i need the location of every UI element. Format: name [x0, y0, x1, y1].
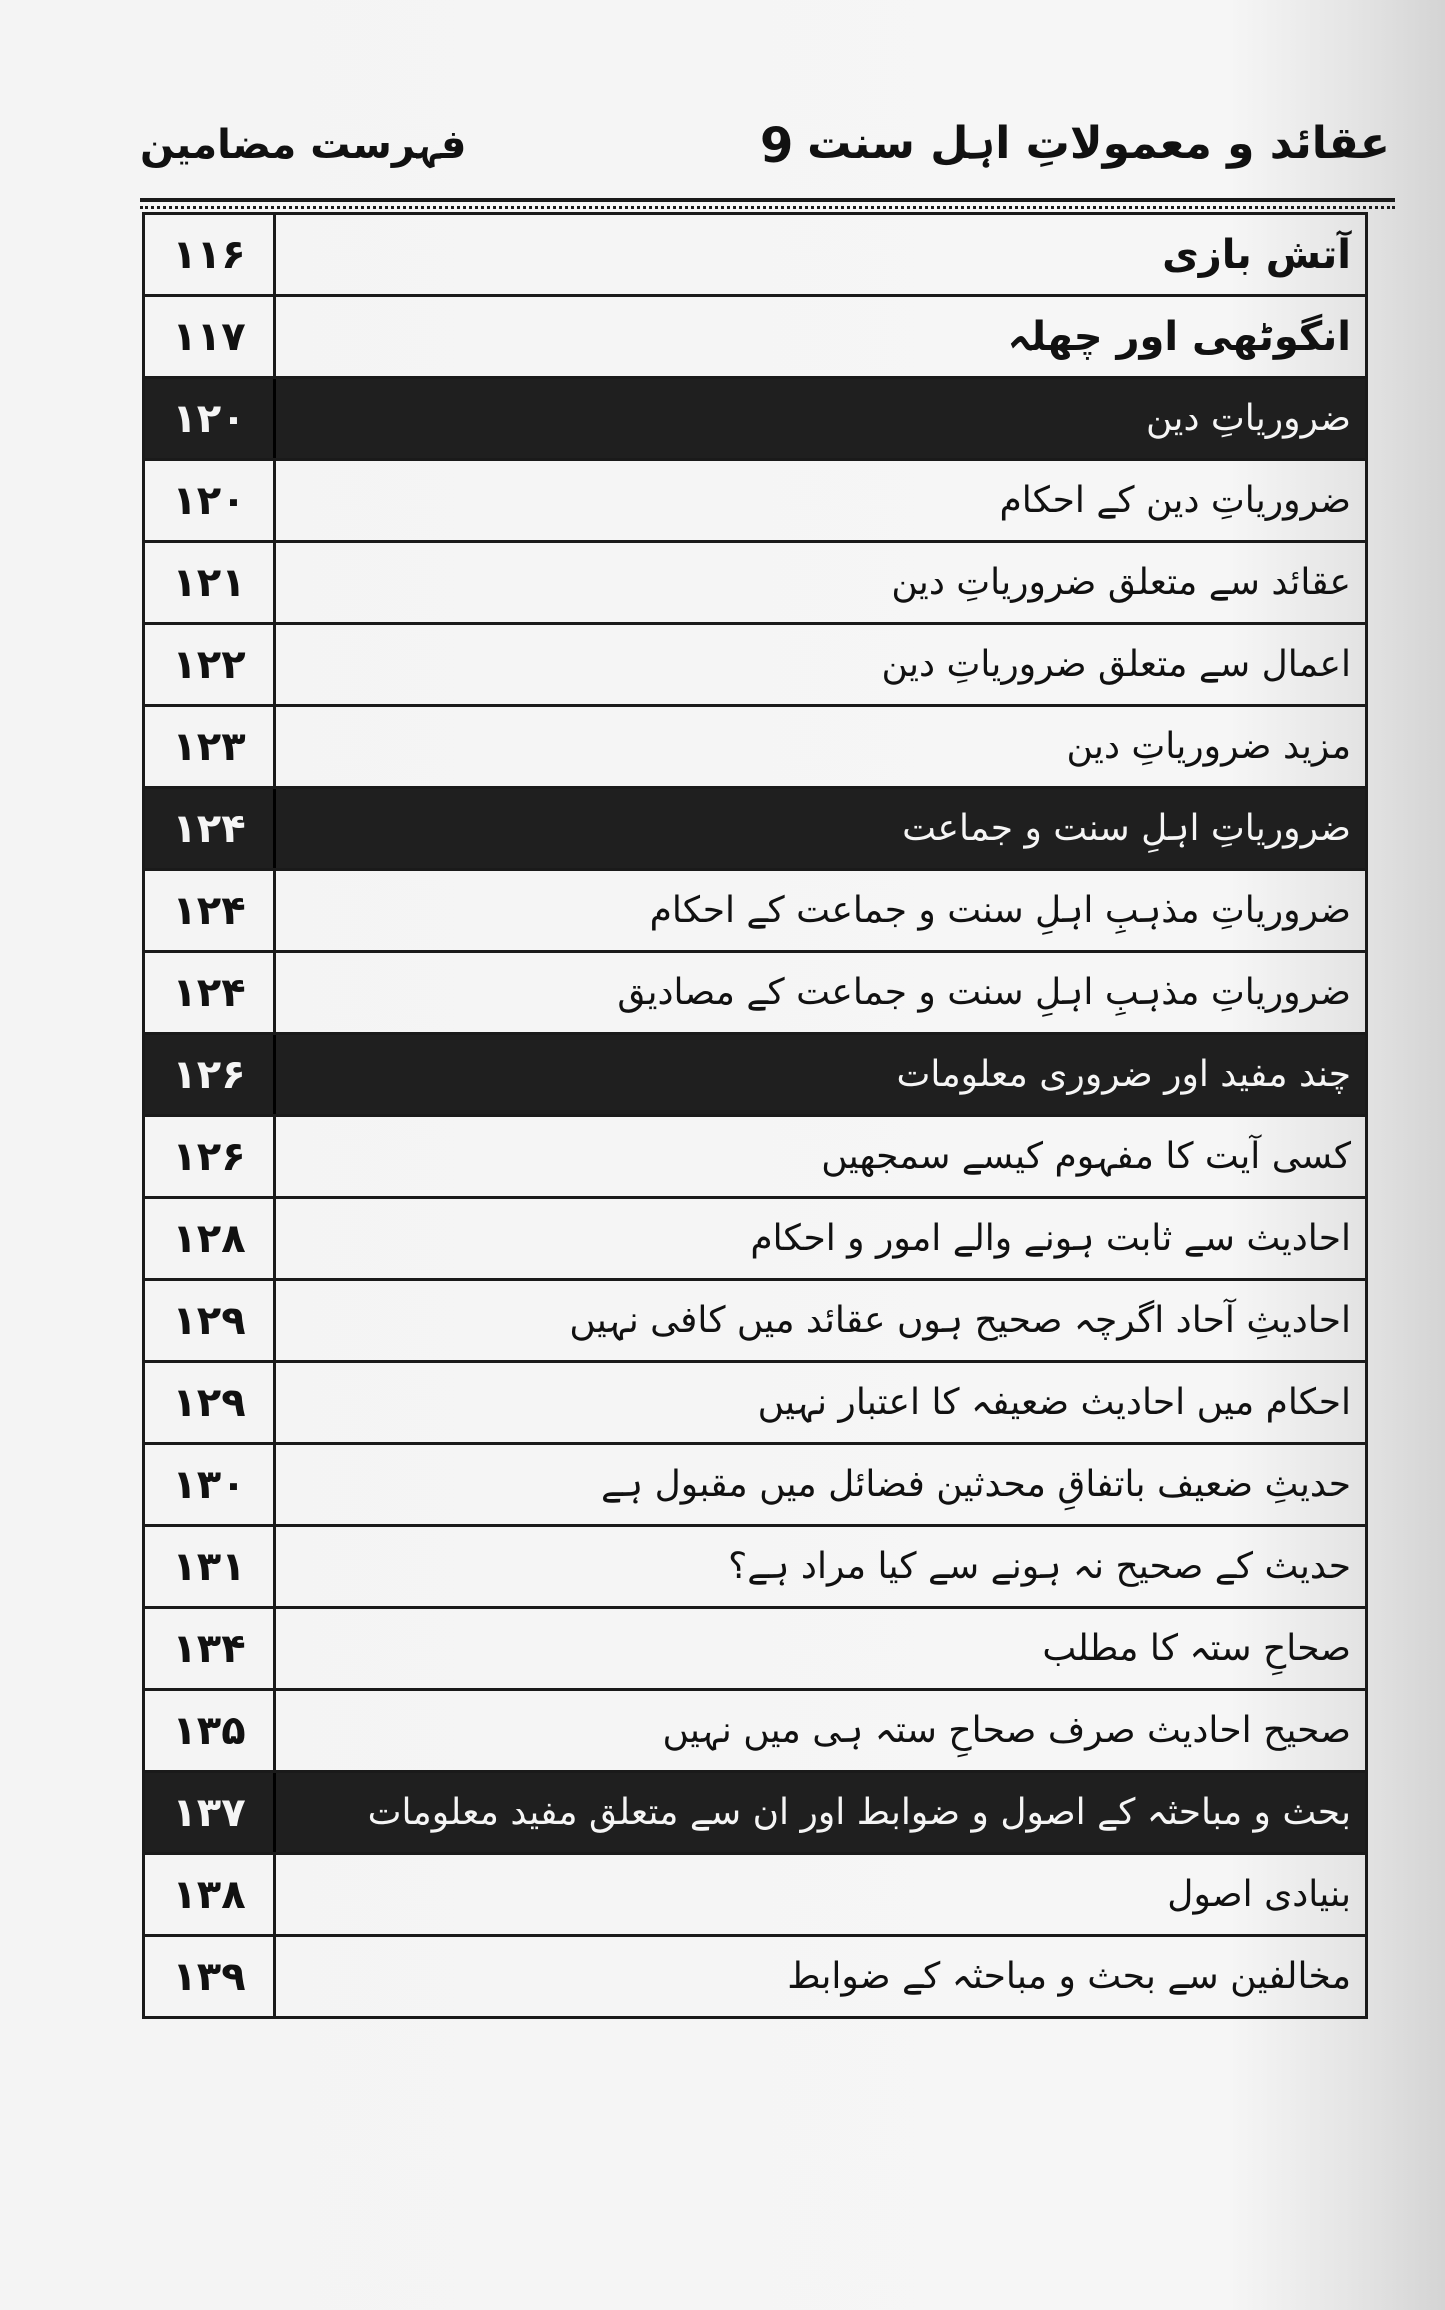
- toc-entry-title: حدیثِ ضعیف باتفاقِ محدثین فضائل میں مقبول ہے: [600, 1464, 1351, 1505]
- toc-entry-title: انگوٹھی اور چھلہ: [1007, 313, 1351, 360]
- toc-section-row: [145, 1773, 1365, 1855]
- toc-entry-page: ۱۲۴: [145, 953, 276, 1032]
- toc-entry-page: ۱۱۷: [145, 297, 276, 376]
- toc-row: [145, 871, 1365, 953]
- toc-entry-page: ۱۲۴: [145, 871, 276, 950]
- page-header: [140, 118, 1390, 198]
- toc-entry-title: ضروریاتِ دین کے احکام: [999, 480, 1351, 521]
- toc-entry-title: ضروریاتِ مذہبِ اہلِ سنت و جماعت کے مصادیق: [617, 972, 1351, 1013]
- toc-entry-page: ۱۳۵: [145, 1691, 276, 1770]
- toc-row: [145, 1445, 1365, 1527]
- toc-entry-page: ۱۲۹: [145, 1363, 276, 1442]
- toc-entry-page: ۱۲۶: [145, 1117, 276, 1196]
- toc-entry-title: احکام میں احادیث ضعیفہ کا اعتبار نہیں: [757, 1382, 1351, 1423]
- header-dotted-rule: [140, 206, 1395, 209]
- toc-entry-title: مخالفین سے بحث و مباحثہ کے ضوابط: [787, 1956, 1351, 1997]
- toc-row: [145, 297, 1365, 379]
- toc-entry-title: صحیح احادیث صرف صحاحِ ستہ ہی میں نہیں: [662, 1710, 1351, 1751]
- toc-entry-page: ۱۳۰: [145, 1445, 276, 1524]
- toc-row: [145, 1609, 1365, 1691]
- toc-entry-page: ۱۲۹: [145, 1281, 276, 1360]
- toc-entry-title: اعمال سے متعلق ضروریاتِ دین: [881, 644, 1351, 685]
- header-rule: [140, 198, 1395, 202]
- toc-entry-title: احادیثِ آحاد اگرچہ صحیح ہوں عقائد میں کافی نہیں: [569, 1300, 1351, 1341]
- section-title: فہرست مضامین: [140, 122, 467, 168]
- toc-entry-title: ضروریاتِ دین: [1146, 398, 1351, 439]
- toc-entry-title: بحث و مباحثہ کے اصول و ضوابط اور ان سے متعلق مفید معلومات: [367, 1792, 1351, 1833]
- book-title: عقائد و معمولاتِ اہل سنت: [807, 118, 1390, 169]
- toc-row: [145, 1855, 1365, 1937]
- toc-section-row: [145, 1035, 1365, 1117]
- toc-row: [145, 543, 1365, 625]
- toc-entry-title: حدیث کے صحیح نہ ہونے سے کیا مراد ہے؟: [728, 1546, 1351, 1587]
- toc-entry-page: ۱۱۶: [145, 215, 276, 294]
- toc-row: [145, 1527, 1365, 1609]
- page-number: 9: [760, 118, 794, 174]
- toc-row: [145, 1281, 1365, 1363]
- toc-row: [145, 953, 1365, 1035]
- toc-row: [145, 1937, 1365, 2019]
- toc-entry-page: ۱۲۰: [145, 379, 276, 458]
- toc-row: [145, 1199, 1365, 1281]
- toc-entry-title: ضروریاتِ اہلِ سنت و جماعت: [902, 808, 1351, 849]
- toc-entry-page: ۱۲۳: [145, 707, 276, 786]
- toc-row: [145, 461, 1365, 543]
- toc-row: [145, 215, 1365, 297]
- toc-entry-page: ۱۲۲: [145, 625, 276, 704]
- toc-entry-page: ۱۲۰: [145, 461, 276, 540]
- toc-entry-page: ۱۳۸: [145, 1855, 276, 1934]
- toc-row: [145, 1117, 1365, 1199]
- toc-entry-page: ۱۳۹: [145, 1937, 276, 2016]
- toc-entry-page: ۱۲۱: [145, 543, 276, 622]
- table-of-contents: [142, 212, 1368, 2019]
- toc-entry-title: عقائد سے متعلق ضروریاتِ دین: [891, 562, 1351, 603]
- toc-section-row: [145, 789, 1365, 871]
- toc-entry-title: مزید ضروریاتِ دین: [1066, 726, 1351, 767]
- toc-row: [145, 1691, 1365, 1773]
- toc-section-row: [145, 379, 1365, 461]
- toc-entry-title: آتش بازی: [1162, 231, 1351, 278]
- toc-row: [145, 707, 1365, 789]
- toc-entry-title: ضروریاتِ مذہبِ اہلِ سنت و جماعت کے احکام: [649, 890, 1351, 931]
- toc-entry-page: ۱۳۴: [145, 1609, 276, 1688]
- toc-entry-title: کسی آیت کا مفہوم کیسے سمجھیں: [821, 1136, 1351, 1177]
- toc-entry-page: ۱۳۱: [145, 1527, 276, 1606]
- toc-entry-title: چند مفید اور ضروری معلومات: [896, 1054, 1351, 1095]
- toc-entry-title: صحاحِ ستہ کا مطلب: [1042, 1628, 1351, 1669]
- toc-entry-page: ۱۲۶: [145, 1035, 276, 1114]
- toc-entry-page: ۱۲۴: [145, 789, 276, 868]
- toc-row: [145, 1363, 1365, 1445]
- toc-entry-page: ۱۳۷: [145, 1773, 276, 1852]
- toc-entry-title: بنیادی اصول: [1167, 1874, 1351, 1915]
- toc-entry-title: احادیث سے ثابت ہونے والے امور و احکام: [750, 1218, 1351, 1259]
- toc-row: [145, 625, 1365, 707]
- toc-entry-page: ۱۲۸: [145, 1199, 276, 1278]
